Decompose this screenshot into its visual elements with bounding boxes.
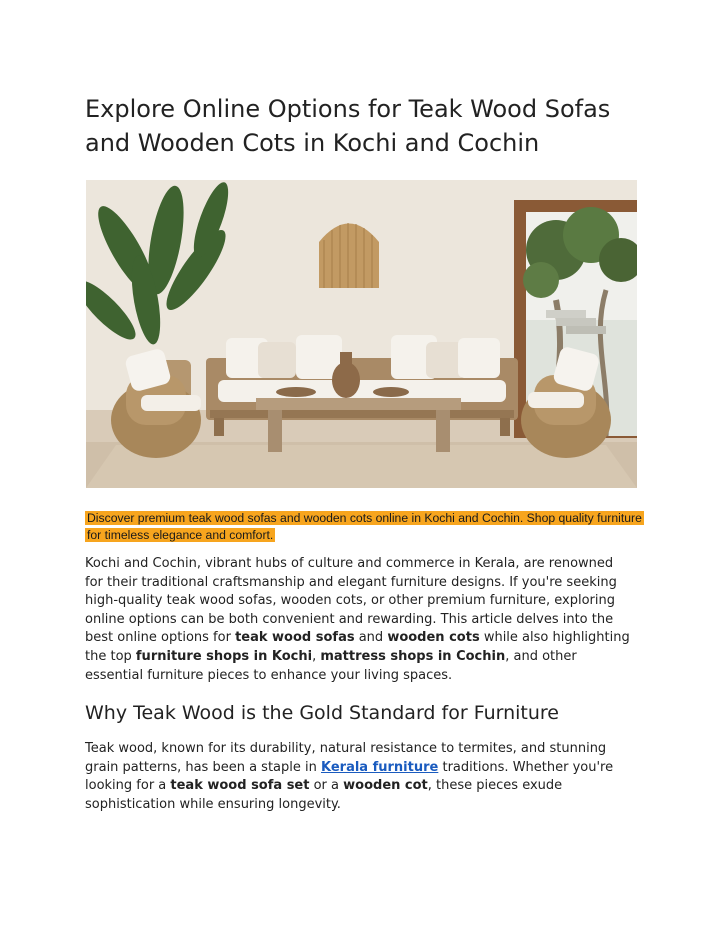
intro-text-4: , (312, 648, 321, 664)
caption-highlight: Discover premium teak wood sofas and wooden cots online in Kochi and Cochin. Shop quality furniture for timeless elegance and comfort. (87, 511, 642, 542)
section-text-1: Teak wood, known for its durability, natural resistance to termites, and stunning grain patterns, has been a staple in (85, 741, 607, 775)
hero-image (86, 180, 637, 488)
image-caption (85, 510, 645, 544)
section-bold-wooden-cot: wooden cot (343, 778, 428, 794)
section-text-3: or a (309, 778, 344, 794)
section-text-2: traditions. Whether you're looking for a (85, 759, 614, 794)
kerala-furniture-link[interactable]: Kerala furniture (321, 759, 439, 775)
intro-text-3: while also highlighting the top (85, 630, 630, 664)
intro-text-1: Kochi and Cochin, vibrant hubs of culture and commerce in Kerala, are renowned for their traditional craftsmanship and elegant furniture designs. If you're seeking high-quality teak wood sofas, wooden cots, or other premium furniture, exploring online options can be both convenient and rewarding. This article delves into the best online options for (85, 556, 617, 646)
section-text-4: , these pieces exude sophistication while ensuring longevity. (85, 778, 563, 812)
intro-bold-wooden-cots: wooden cots (387, 630, 480, 646)
page-title: Explore Online Options for Teak Wood Sofas and Wooden Cots in Kochi and Cochin (85, 95, 611, 157)
intro-paragraph (85, 555, 630, 685)
intro-bold-teak-wood-sofas: teak wood sofas (235, 630, 355, 646)
section-heading: Why Teak Wood is the Gold Standard for Furniture (85, 702, 559, 724)
section-paragraph (85, 740, 630, 814)
intro-text-2: and (354, 630, 388, 646)
intro-text-5: , and other essential furniture pieces to enhance your living spaces. (85, 648, 577, 683)
section-bold-teak-sofa-set: teak wood sofa set (170, 778, 310, 794)
intro-bold-furniture-shops: furniture shops in Kochi (135, 648, 313, 664)
intro-bold-mattress-shops: mattress shops in Cochin (320, 648, 506, 664)
